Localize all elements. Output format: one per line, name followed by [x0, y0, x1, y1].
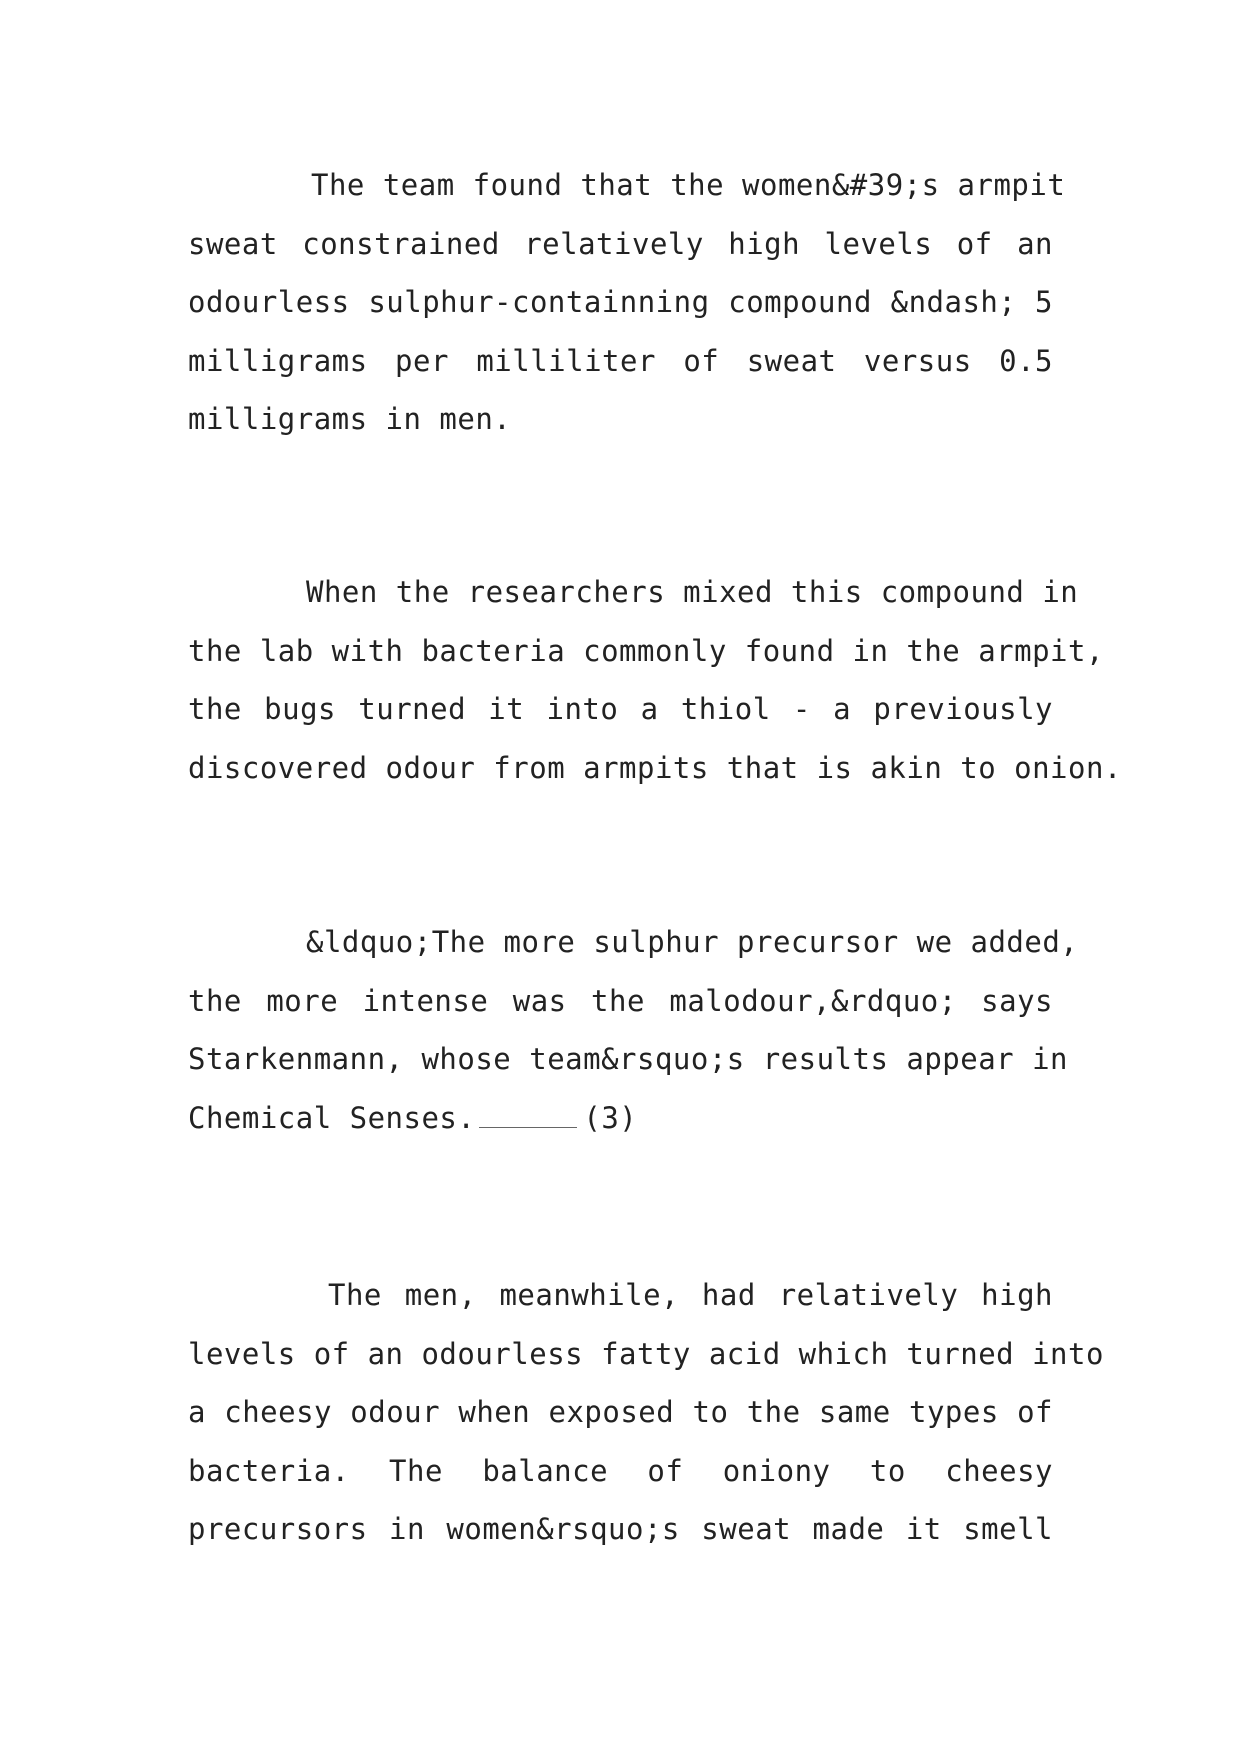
text-line: precursors in women&rsquo;s sweat made it smell — [188, 1512, 1053, 1546]
text-line: bacteria. The balance of oniony to cheesy — [188, 1453, 1053, 1488]
text-line: milligrams in men. — [188, 402, 512, 436]
text-line: odourless sulphur-containning compound &ndash; 5 — [188, 285, 1053, 319]
text-line: a cheesy odour when exposed to the same types of — [188, 1395, 1053, 1429]
paragraph-4 — [188, 1266, 1104, 1559]
paragraph-1 — [188, 156, 1066, 449]
text-line: the bugs turned it into a thiol - a previously — [188, 692, 1053, 726]
text-line: the more intense was the malodour,&rdquo; says — [188, 983, 1053, 1018]
text-line: the lab with bacteria commonly found in the armpit, — [188, 633, 1104, 668]
text-line: sweat constrained relatively high levels of an — [188, 226, 1053, 261]
text-line: milligrams per milliliter of sweat versus 0.5 — [188, 343, 1053, 378]
text-line: The team found that the women&#39;s armpit — [311, 168, 1066, 202]
text-line: &ldquo;The more sulphur precursor we added, — [306, 925, 1079, 959]
text-line: The men, meanwhile, had relatively high — [328, 1278, 1053, 1312]
paragraph-2 — [188, 563, 1122, 797]
text-line-with-blank — [188, 1089, 1053, 1148]
text-line: When the researchers mixed this compound in — [306, 575, 1079, 609]
text-line: levels of an odourless fatty acid which turned into — [188, 1336, 1104, 1371]
text-line: Starkenmann, whose team&rsquo;s results appear in — [188, 1042, 1069, 1076]
blank-number: (3) — [583, 1100, 638, 1135]
paragraph-3 — [188, 913, 1079, 1147]
text-line-text: Chemical Senses. — [188, 1100, 476, 1135]
answer-blank[interactable] — [479, 1126, 577, 1128]
text-line: discovered odour from armpits that is akin to onion. — [188, 750, 1122, 785]
